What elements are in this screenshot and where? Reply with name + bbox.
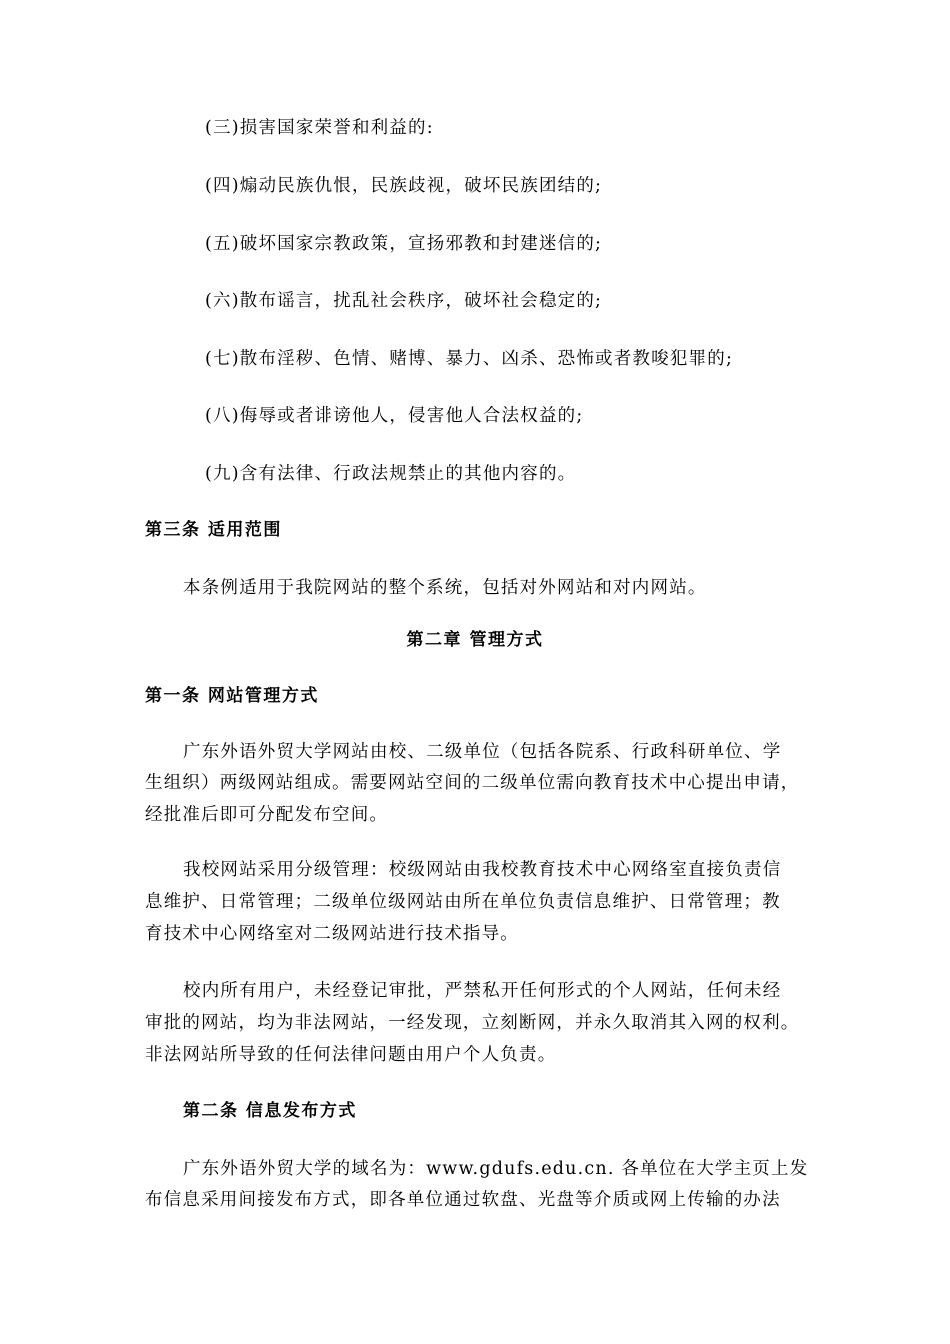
article-3-text: 本条例适用于我院网站的整个系统，包括对外网站和对内网站。 <box>183 578 707 598</box>
paragraph-line: 息维护、日常管理；二级单位级网站由所在单位负责信息维护、日常管理；教 <box>145 892 781 912</box>
list-item: (八)侮辱或者诽谤他人，侵害他人合法权益的; <box>205 406 584 426</box>
list-item: (三)损害国家荣誉和利益的: <box>205 118 434 138</box>
article-3-heading: 第三条 适用范围 <box>145 520 282 540</box>
list-item: (七)散布淫秽、色情、赌博、暴力、凶杀、恐怖或者教唆犯罪的; <box>205 349 734 369</box>
list-item: (九)含有法律、行政法规禁止的其他内容的。 <box>205 464 577 484</box>
paragraph-line: 广东外语外贸大学网站由校、二级单位（包括各院系、行政科研单位、学 <box>183 742 782 762</box>
paragraph-line: 经批准后即可分配发布空间。 <box>145 805 389 825</box>
paragraph-line: 我校网站采用分级管理：校级网站由我校教育技术中心网络室直接负责信 <box>183 860 782 880</box>
list-item: (四)煽动民族仇恨，民族歧视，破坏民族团结的; <box>205 176 603 196</box>
article-1-heading: 第一条 网站管理方式 <box>145 686 319 706</box>
article-2-heading: 第二条 信息发布方式 <box>183 1101 357 1121</box>
chapter-2-title: 第二章 管理方式 <box>406 630 544 650</box>
paragraph-line: 审批的网站，均为非法网站，一经发现，立刻断网，并永久取消其入网的权利。 <box>145 1013 800 1033</box>
list-item: (五)破坏国家宗教政策，宣扬邪教和封建迷信的; <box>205 234 603 254</box>
paragraph-line: 布信息采用间接发布方式，即各单位通过软盘、光盘等介质或网上传输的办法 <box>145 1190 781 1210</box>
paragraph-line: 生组织）两级网站组成。需要网站空间的二级单位需向教育技术中心提出申请， <box>145 773 800 793</box>
paragraph-line: 校内所有用户，未经登记审批，严禁私开任何形式的个人网站，任何未经 <box>183 981 782 1001</box>
paragraph-line: 非法网站所导致的任何法律问题由用户个人负责。 <box>145 1045 557 1065</box>
paragraph-line: 广东外语外贸大学的域名为：www.gdufs.edu.cn. 各单位在大学主页上发 <box>183 1159 809 1179</box>
paragraph-line: 育技术中心网络室对二级网站进行技术指导。 <box>145 924 519 944</box>
list-item: (六)散布谣言，扰乱社会秩序，破坏社会稳定的; <box>205 291 603 311</box>
